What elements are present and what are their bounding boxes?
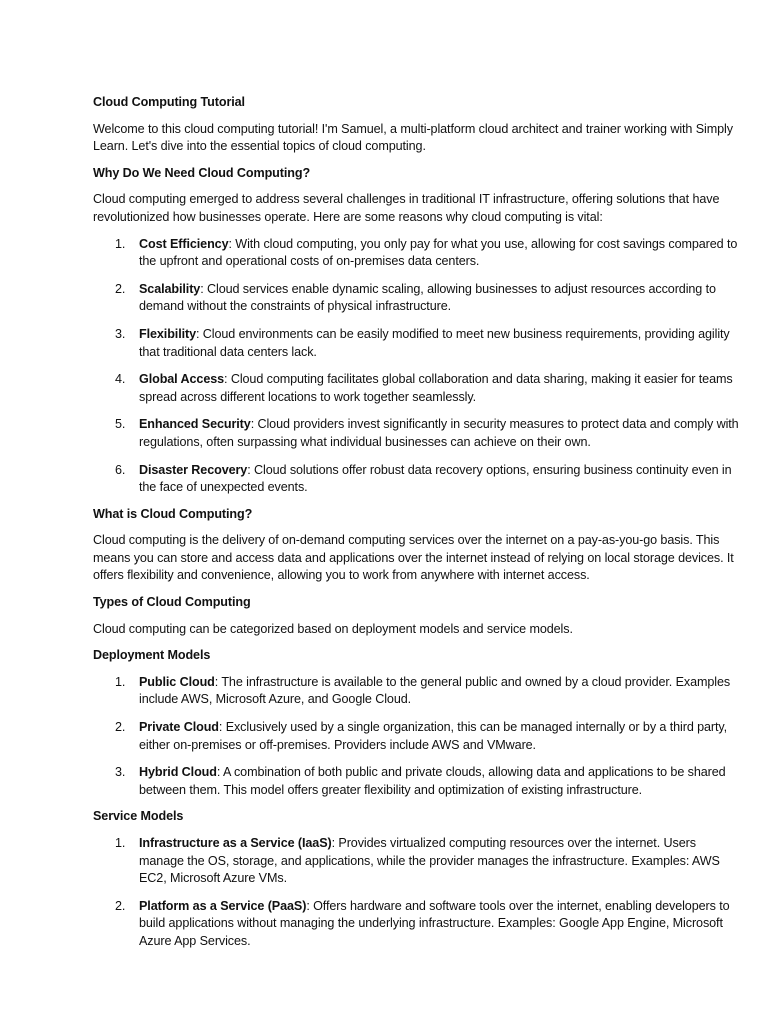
list-item xyxy=(93,674,740,709)
list-term: Public Cloud xyxy=(139,674,215,689)
deployment-heading: Deployment Models xyxy=(93,648,211,663)
types-paragraph: Cloud computing can be categorized based on deployment models and service models. xyxy=(93,621,573,636)
why-list xyxy=(93,236,740,497)
list-desc: : A combination of both public and private clouds, allowing data and applications to be shared between them. This model offers greater flexibility and optimization of existing infrastructure. xyxy=(139,765,726,797)
list-number: 2. xyxy=(115,720,126,735)
what-paragraph: Cloud computing is the delivery of on-demand computing services over the internet on a pay-as-you-go basis. This means you can store and access data and applications over the internet instead of relying on local storage devices. It offers flexibility and convenience, allowing you to work from anywhere with internet access. xyxy=(93,533,734,583)
list-number: 5. xyxy=(115,417,126,432)
service-heading: Service Models xyxy=(93,809,184,824)
why-paragraph: Cloud computing emerged to address several challenges in traditional IT infrastructure, offering solutions that have revolutionized how businesses operate. Here are some reasons why cloud computing is vital: xyxy=(93,192,720,224)
deployment-list xyxy=(93,674,740,800)
list-number: 2. xyxy=(115,898,126,913)
list-desc: : Cloud solutions offer robust data recovery options, ensuring business continuity even in the face of unexpected events. xyxy=(139,462,732,495)
list-term: Private Cloud xyxy=(139,720,219,735)
list-term: Scalability xyxy=(139,281,201,296)
list-number: 6. xyxy=(115,462,126,477)
list-number: 3. xyxy=(115,326,126,341)
list-desc: : Exclusively used by a single organization, this can be managed internally or by a third party, either on-premises or off-premises. Providers include AWS and VMware. xyxy=(139,720,728,752)
list-term: Enhanced Security xyxy=(139,417,251,432)
list-term: Flexibility xyxy=(139,326,196,341)
list-item xyxy=(93,719,740,754)
list-item xyxy=(93,416,740,451)
list-item xyxy=(93,898,740,951)
list-number: 1. xyxy=(115,674,126,689)
list-term: Cost Efficiency xyxy=(139,236,229,251)
list-item xyxy=(93,236,740,271)
list-term: Infrastructure as a Service (IaaS) xyxy=(139,836,332,850)
list-item xyxy=(93,764,740,799)
service-list xyxy=(93,835,740,951)
list-number: 3. xyxy=(115,765,126,780)
list-item xyxy=(93,462,740,497)
list-desc: : Cloud providers invest significantly in security measures to protect data and comply with regulations, often surpassing what individual businesses can achieve on their own. xyxy=(139,417,739,449)
list-item xyxy=(93,371,740,406)
list-desc: : Cloud computing facilitates global collaboration and data sharing, making it easier for teams spread across different locations to work together seamlessly. xyxy=(139,372,733,404)
types-heading: Types of Cloud Computing xyxy=(93,595,251,610)
what-heading: What is Cloud Computing? xyxy=(93,506,253,521)
list-desc: : With cloud computing, you only pay for what you use, allowing for cost savings compared to the upfront and operational costs of on-premises data centers. xyxy=(139,236,738,269)
list-term: Hybrid Cloud xyxy=(139,765,217,780)
intro-paragraph: Welcome to this cloud computing tutorial! I'm Samuel, a multi-platform cloud architect and trainer working with Simply Learn. Let's dive into the essential topics of cloud computing. xyxy=(93,121,733,154)
list-number: 2. xyxy=(115,281,126,296)
document-title: Cloud Computing Tutorial xyxy=(93,95,245,109)
list-term: Global Access xyxy=(139,372,225,387)
list-desc: : Offers hardware and software tools over the internet, enabling developers to build applications without managing the underlying infrastructure. Examples: Google App Engine, Microsoft Azure App Services. xyxy=(139,898,730,948)
list-desc: : The infrastructure is available to the general public and owned by a cloud provider. Examples include AWS, Microsoft Azure, and Google Cloud. xyxy=(139,674,731,707)
list-desc: : Provides virtualized computing resources over the internet. Users manage the OS, storage, and applications, while the provider manages the infrastructure. Examples: AWS EC2, Microsoft Azure VMs. xyxy=(139,836,720,886)
list-term: Disaster Recovery xyxy=(139,462,248,477)
list-term: Platform as a Service (PaaS) xyxy=(139,898,307,913)
list-desc: : Cloud services enable dynamic scaling, allowing businesses to adjust resources according to demand without the constraints of physical infrastructure. xyxy=(139,281,716,314)
why-heading: Why Do We Need Cloud Computing? xyxy=(93,165,311,180)
list-desc: : Cloud environments can be easily modified to meet new business requirements, providing agility that traditional data centers lack. xyxy=(139,326,730,359)
list-number: 4. xyxy=(115,372,126,387)
list-item xyxy=(93,281,740,316)
list-item xyxy=(93,835,740,888)
list-number: 1. xyxy=(115,236,126,251)
list-item xyxy=(93,326,740,361)
list-number: 1. xyxy=(115,836,126,850)
